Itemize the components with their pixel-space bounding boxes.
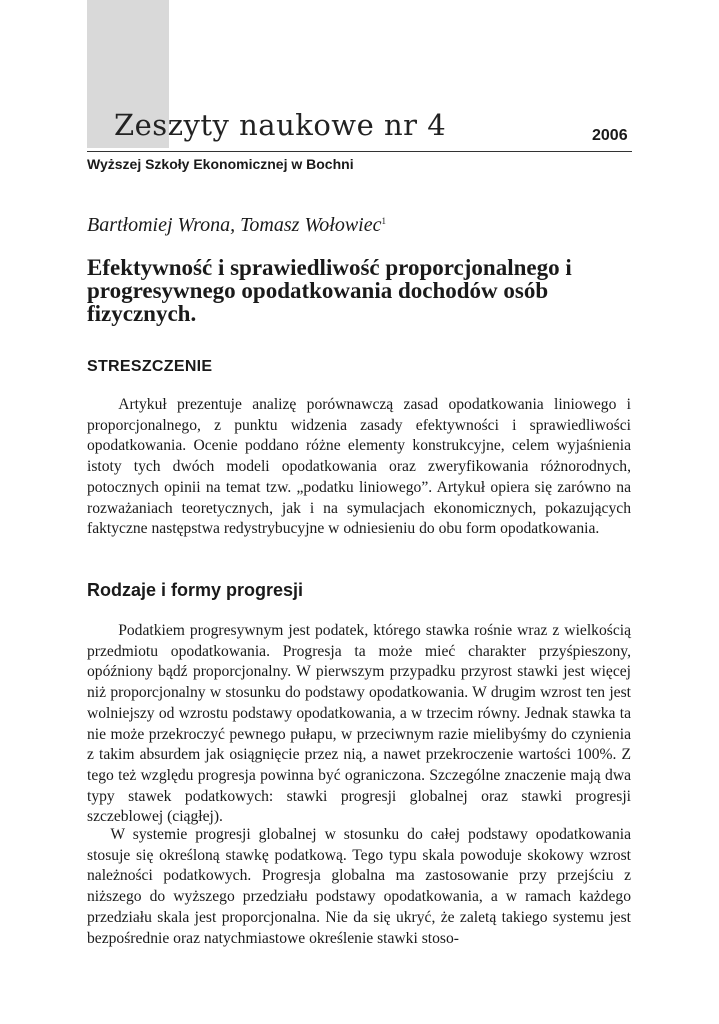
institution-name: Wyższej Szkoły Ekonomicznej w Bochni bbox=[87, 156, 354, 172]
body-paragraph-2 bbox=[87, 825, 631, 949]
author-footnote-marker: 1 bbox=[381, 216, 386, 226]
paragraph-1-text: Podatkiem progresywnym jest podatek, którego stawka rośnie wraz z wielkością przedmiotu opodatkowania. Progresja ta może mieć charakter przyśpieszony, opóźniony bądź proporcjonalny. W pierwszym przypadku przyrost stawki jest więcej niż proporcjonalny w stosunku do podstawy opodatkowania. W drugim wzrost ten jest wolniejszy od wzrostu podstawy opodatkowania, a w trzecim równy. Jednak stawka ta nie może przekroczyć pewnego pułapu, w przeciwnym razie mielibyśmy do czynienia z takim absurdem jak osiągnięcie przez nią, a nawet przekroczenie wartości 100%. Z tego też względu progresja powinna być ograniczona. Szczególne znaczenie mają dwa typy stawek podatkowych: stawki progresji globalnej oraz stawki progresji szczeblowej (ciągłej). bbox=[87, 622, 631, 826]
article-title: Efektywność i sprawiedliwość proporcjonalnego i progresywnego opodatkowania dochodów osób fizycznych. bbox=[87, 255, 572, 326]
abstract-paragraph bbox=[87, 395, 631, 540]
journal-title: Zeszyty naukowe nr 4 bbox=[114, 108, 447, 142]
abstract-text: Artykuł prezentuje analizę porównawczą zasad opodatkowania liniowego i proporcjonalnego, z punktu widzenia zasady efektywności i sprawiedliwości opodatkowania. Ocenie poddano różne elementy konstrukcyjne, celem wyjaśnienia istoty tych dwóch modeli opodatkowania oraz zweryfikowania różnorodnych, potocznych opinii na temat tzw. „podatku liniowego”. Artykuł opiera się zarówno na rozważaniach teoretycznych, jak i na symulacjach ekonomicznych, pokazujących faktyczne następstwa redystrybucyjne w odniesieniu do obu form opodatkowania. bbox=[87, 396, 631, 538]
paragraph-2-text: W systemie progresji globalnej w stosunku do całej podstawy opodatkowania stosuje się określoną stawkę podatkową. Tego typu skala powoduje skokowy wzrost należności podatkowych. Progresja globalna ma zastosowanie przy przejściu z niższego do wyższego przedziału podstawy opodatkowania, a w ramach każdego przedziału skala jest proporcjonalna. Nie da się ukryć, że zaletą takiego systemu jest bezpośrednie oraz natychmiastowe określenie stawki stoso- bbox=[87, 826, 631, 947]
authors-text: Bartłomiej Wrona, Tomasz Wołowiec bbox=[87, 214, 382, 236]
publication-year: 2006 bbox=[592, 127, 628, 144]
section-heading: Rodzaje i formy progresji bbox=[87, 580, 304, 600]
article-authors bbox=[87, 214, 386, 237]
header-rule bbox=[87, 151, 632, 152]
body-paragraph-1 bbox=[87, 621, 631, 828]
abstract-heading: STRESZCZENIE bbox=[87, 358, 213, 375]
